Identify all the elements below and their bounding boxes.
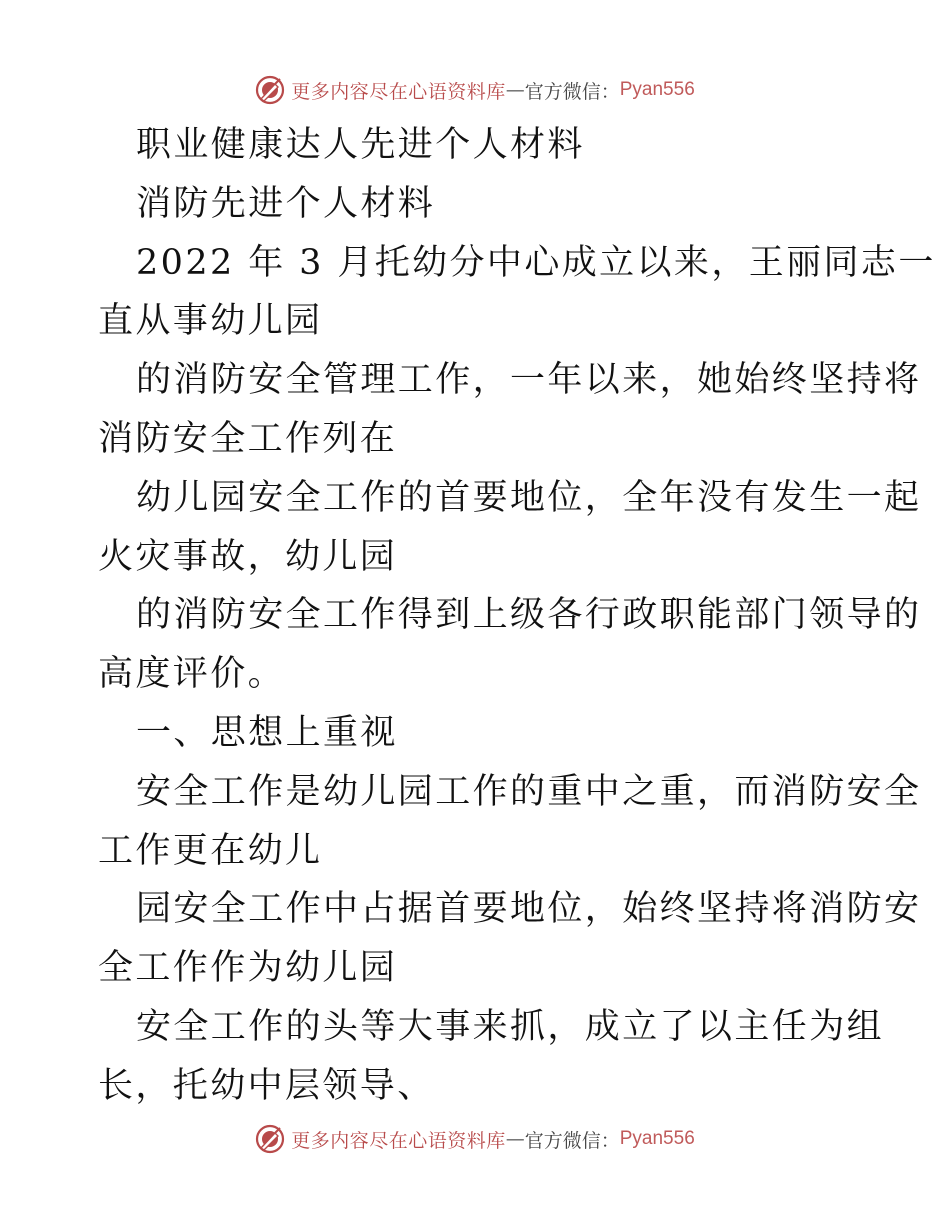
paragraph-line: 幼儿园安全工作的首要地位，全年没有发生一起 (136, 477, 922, 518)
paragraph-line: 工作更在幼儿 (98, 830, 323, 871)
banner-wechat-label: 官方微信： (524, 1129, 620, 1152)
paragraph-line: 直从事幼儿园 (98, 301, 323, 342)
banner-brand-text: 更多内容尽在心语资料库 (291, 1129, 506, 1152)
paragraph-line: 火灾事故，幼儿园 (98, 536, 398, 577)
banner-wechat-id: Pyan556 (619, 1128, 695, 1149)
pen-logo-icon (255, 1124, 285, 1154)
banner-wechat-id: Pyan556 (619, 79, 695, 100)
banner-wechat-label: 官方微信： (524, 80, 620, 103)
paragraph-line: 园安全工作中占据首要地位，始终坚持将消防安 (136, 889, 922, 930)
footer-banner (0, 1119, 950, 1159)
doc-subtitle: 消防先进个人材料 (136, 183, 436, 224)
doc-title: 职业健康达人先进个人材料 (136, 125, 585, 165)
paragraph-line: 安全工作是幼儿园工作的重中之重，而消防安全 (136, 771, 922, 812)
banner-separator: — (505, 1128, 525, 1150)
paragraph-line: 高度评价。 (98, 654, 286, 695)
document-body (98, 116, 936, 1116)
paragraph-line: 长，托幼中层领导、 (98, 1065, 435, 1106)
paragraph-line: 全工作作为幼儿园 (98, 948, 398, 989)
section-heading: 一、思想上重视 (136, 712, 398, 753)
paragraph-line: 的消防安全工作得到上级各行政职能部门领导的 (136, 595, 922, 636)
paragraph-line: 安全工作的头等大事来抓，成立了以主任为组 (136, 1006, 885, 1047)
paragraph-line: 的消防安全管理工作，一年以来，她始终坚持将 (136, 360, 922, 401)
paragraph-line: 2022 年 3 月托幼分中心成立以来，王丽同志一 (136, 242, 936, 283)
banner-brand-text: 更多内容尽在心语资料库 (291, 80, 506, 103)
paragraph-line: 消防安全工作列在 (98, 418, 398, 459)
banner-separator: — (505, 79, 525, 101)
pen-logo-icon (255, 75, 285, 105)
header-banner (0, 70, 950, 110)
